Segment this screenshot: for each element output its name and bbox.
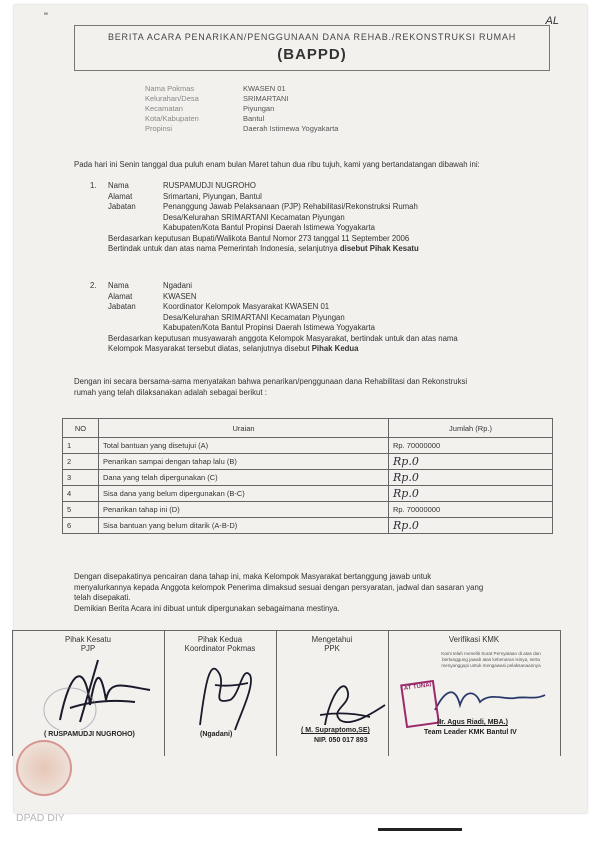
- party-1-acting-text: Bertindak untuk dan atas nama Pemerintah Indonesia, selanjutnya: [108, 244, 338, 253]
- table-row: [63, 470, 553, 486]
- party-1-position-line: Desa/Kelurahan SRIMARTANI Kecamatan Piyungan: [163, 212, 345, 222]
- position-label: Jabatan: [108, 202, 136, 211]
- row-amount: Rp. 70000000: [389, 438, 553, 454]
- signer-1-name: ( RUSPAMUDJI NUGROHO): [44, 731, 135, 738]
- row-description: Total bantuan yang disetujui (A): [99, 438, 389, 454]
- corner-mark: ": [44, 11, 48, 23]
- statement-paragraph: [74, 377, 556, 398]
- table-row: [63, 518, 553, 534]
- location-label: Nama Pokmas: [145, 84, 195, 93]
- document-title: BERITA ACARA PENARIKAN/PENGGUNAAN DANA REHAB./REKONSTRUKSI RUMAH: [107, 32, 517, 42]
- archive-watermark: DPAD DIY: [16, 812, 65, 824]
- signer-2-name: (Ngadani): [200, 731, 233, 738]
- signer-4-name: (Ir. Agus Riadi, MBA.): [437, 719, 508, 726]
- location-row: [145, 104, 338, 114]
- row-number: 5: [63, 502, 99, 518]
- column-header-amount: Jumlah (Rp.): [389, 419, 553, 438]
- row-description: Penarikan tahap ini (D): [99, 502, 389, 518]
- row-number: 6: [63, 518, 99, 534]
- table-header-row: [63, 419, 553, 438]
- row-description: Sisa bantuan yang belum ditarik (A-B-D): [99, 518, 389, 534]
- location-row: [145, 114, 338, 124]
- row-amount: Rp.0: [389, 454, 553, 470]
- row-number: 4: [63, 486, 99, 502]
- party-2-block: [90, 281, 550, 355]
- party-number: 2.: [90, 281, 97, 290]
- party-2-position-line: Kabupaten/Kota Bantul Propinsi Daerah Istimewa Yogyakarta: [163, 323, 375, 332]
- table-row: [63, 486, 553, 502]
- address-label: Alamat: [108, 191, 133, 201]
- verification-stamp: AT TUNAI: [400, 680, 440, 728]
- closing-line: Demikian Berita Acara ini dibuat untuk dipergunakan sebagaimana mestinya.: [74, 603, 340, 613]
- row-description: Dana yang telah dipergunakan (C): [99, 470, 389, 486]
- party-2-designation: Pihak Kedua: [311, 344, 359, 353]
- signer-3-title: [276, 635, 388, 653]
- row-number: 2: [63, 454, 99, 470]
- row-description: Penarikan sampai dengan tahap lalu (B): [99, 454, 389, 470]
- signer-3-nip: NIP. 050 017 893: [314, 737, 368, 744]
- location-row: [145, 124, 338, 134]
- row-number: 1: [63, 438, 99, 454]
- table-body: [63, 438, 553, 534]
- row-description: Sisa dana yang belum dipergunakan (B-C): [99, 486, 389, 502]
- emblem-watermark-icon: [16, 740, 72, 796]
- name-label: Nama: [108, 281, 129, 290]
- bottom-bar: [378, 828, 462, 831]
- column-header-description: Uraian: [99, 419, 389, 438]
- location-row: [145, 94, 338, 104]
- party-1-designation: disebut Pihak Kesatu: [339, 244, 419, 253]
- signature-3-scribble: [300, 665, 390, 735]
- signature-2-scribble: [180, 645, 270, 735]
- location-value: SRIMARTANI: [243, 94, 289, 103]
- party-1-position-line: Kabupaten/Kota Bantul Propinsi Daerah Istimewa Yogyakarta: [163, 223, 375, 232]
- row-amount: Rp. 70000000: [389, 502, 553, 518]
- party-2-address: KWASEN: [163, 291, 197, 301]
- title-box: [74, 25, 550, 71]
- row-amount: Rp.0: [389, 518, 553, 534]
- closing-line: menyalurkannya kepada Anggota kelompok Penerima dimaksud sesuai dengan persyaratan, jadwal dan sasaran yang: [74, 582, 484, 592]
- location-label: Kecamatan: [145, 104, 183, 113]
- name-label: Nama: [108, 181, 129, 190]
- party-1-address: Srimartani, Piyungan, Bantul: [163, 191, 262, 201]
- table-row: [63, 454, 553, 470]
- page-number: AL: [545, 15, 559, 27]
- row-amount: Rp.0: [389, 470, 553, 486]
- closing-line: Dengan disepakatinya pencairan dana tahap ini, maka Kelompok Masyarakat bertanggung jawab untuk: [74, 572, 432, 581]
- signature-divider: [560, 630, 561, 756]
- fund-table: [62, 418, 553, 534]
- table-row: [63, 502, 553, 518]
- signer-3-role: Mengetahui: [311, 635, 353, 644]
- party-1-basis: Berdasarkan keputusan Bupati/Walikota Bantul Nomor 273 tanggal 11 September 2006: [108, 233, 410, 243]
- location-value: Bantul: [243, 114, 265, 123]
- party-2-position-line: Desa/Kelurahan SRIMARTANI Kecamatan Piyungan: [163, 312, 345, 322]
- column-header-no: NO: [63, 419, 99, 438]
- party-2-name: Ngadani: [163, 281, 193, 290]
- party-2-basis-text: Kelompok Masyarakat tersebut diatas, selanjutnya disebut: [108, 344, 310, 353]
- location-value: KWASEN 01: [243, 84, 286, 93]
- location-row: [145, 84, 338, 94]
- party-2-position: Koordinator Kelompok Masyarakat KWASEN 01: [163, 302, 330, 311]
- party-2-basis: Berdasarkan keputusan musyawarah anggota Kelompok Masyarakat, bertindak untuk dan atas nama: [108, 333, 458, 343]
- signer-2-subrole: Koordinator Pokmas: [184, 644, 256, 653]
- party-2-basis-cont: [90, 344, 550, 355]
- location-block: [145, 84, 338, 134]
- signer-4-role: Verifikasi KMK: [448, 635, 500, 644]
- statement-line: rumah yang telah dilaksanakan adalah sebagai berikut :: [74, 387, 267, 397]
- signer-1-subrole: PJP: [80, 644, 96, 653]
- statement-line: Dengan ini secara bersama-sama menyatakan bahwa penarikan/penggunaan dana Rehabilitasi dan Rekonstruksi: [74, 377, 468, 386]
- location-label: Propinsi: [145, 124, 173, 133]
- signer-4-title: [388, 635, 560, 644]
- signer-2-role: Pihak Kedua: [197, 635, 243, 644]
- signer-4-role-title: Team Leader KMK Bantul IV: [424, 729, 517, 736]
- location-value: Piyungan: [243, 104, 275, 113]
- row-number: 3: [63, 470, 99, 486]
- table-row: [63, 438, 553, 454]
- closing-paragraph: [74, 572, 558, 614]
- location-label: Kelurahan/Desa: [145, 94, 199, 103]
- party-1-block: [90, 181, 550, 255]
- party-number: 1.: [90, 181, 97, 190]
- intro-paragraph: Pada hari ini Senin tanggal dua puluh enam bulan Maret tahun dua ribu tujuh, kami yang bertandatangan dibawah ini:: [74, 160, 480, 169]
- signer-3-subrole: PPK: [324, 644, 340, 653]
- party-1-position: Penanggung Jawab Pelaksanaan (PJP) Rehabilitasi/Rekonstruksi Rumah: [163, 202, 418, 211]
- position-label: Jabatan: [108, 302, 136, 311]
- signer-1-role: Pihak Kesatu: [65, 635, 111, 644]
- signature-1-scribble: [40, 650, 160, 730]
- closing-line: telah disepakati.: [74, 593, 131, 602]
- location-value: Daerah Istimewa Yogyakarta: [243, 124, 339, 133]
- kmk-verification-note: Kami telah meneliti Surat Pernyataan di atas dan bertanggung jawab atas kebenaran isinya, serta menyanggupi untuk mengawasi pelaksanaannya: [441, 651, 541, 668]
- address-label: Alamat: [108, 291, 133, 301]
- location-label: Kota/Kabupaten: [145, 114, 199, 123]
- signer-3-name: ( M. Supraptomo,SE): [301, 727, 370, 734]
- party-1-name: RUSPAMUDJI NUGROHO: [163, 181, 256, 190]
- document-acronym: (BAPPD): [277, 46, 347, 63]
- signature-4-scribble: [430, 680, 550, 720]
- row-amount: Rp.0: [389, 486, 553, 502]
- party-1-acting: [90, 244, 550, 255]
